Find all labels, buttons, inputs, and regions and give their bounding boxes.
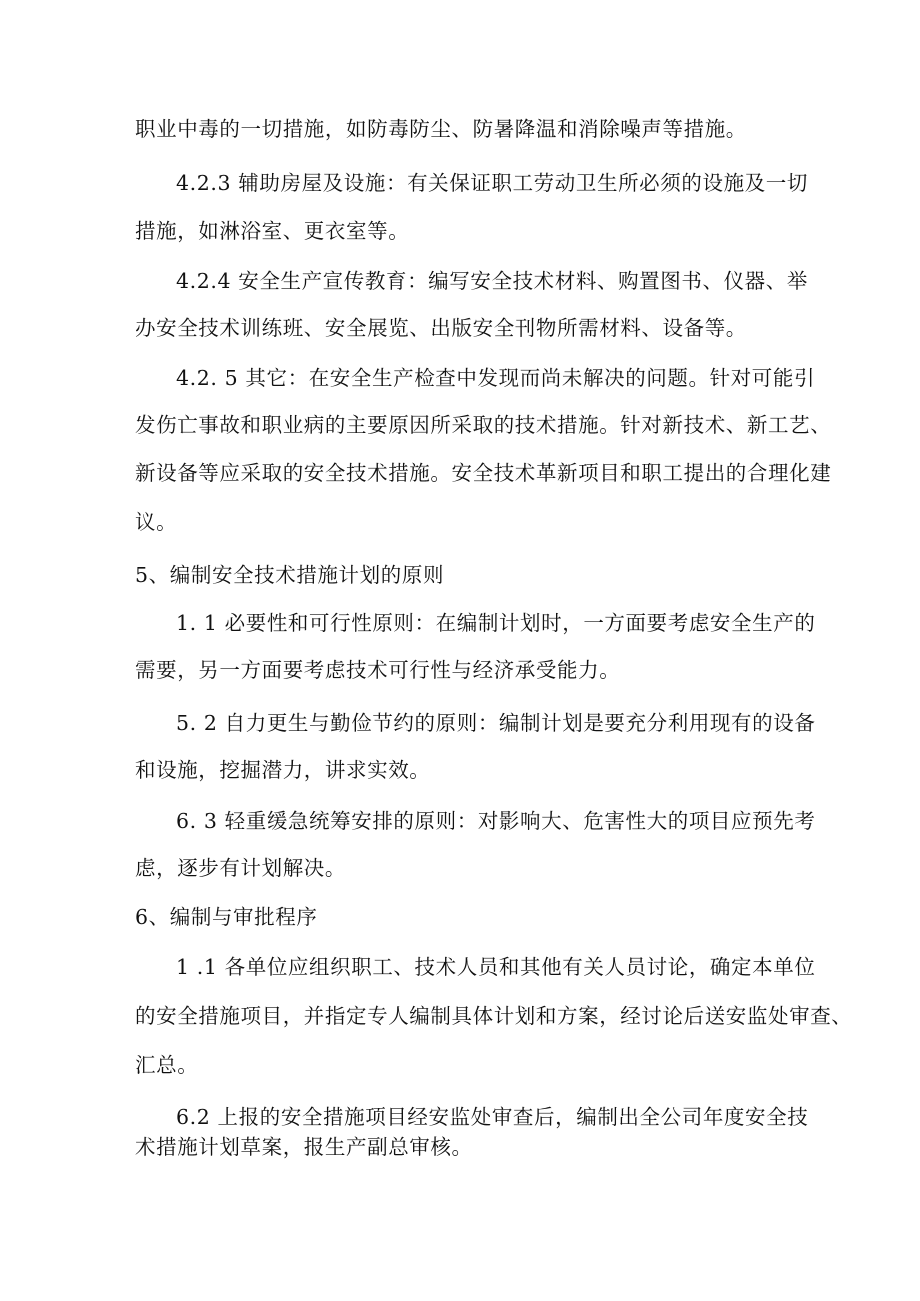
- section-heading-5: 5、编制安全技术措施计划的原则: [135, 563, 445, 587]
- paragraph-line-5: 办安全技术训练班、安全展览、出版安全刊物所需材料、设备等。: [135, 316, 747, 340]
- paragraph-line-18: 汇总。: [135, 1053, 199, 1077]
- paragraph-line-15: 虑，逐步有计划解决。: [135, 856, 346, 880]
- paragraph-line-1: 职业中毒的一切措施，如防毒防尘、防暑降温和消除噪声等措施。: [135, 117, 747, 141]
- paragraph-line-8: 新设备等应采取的安全技术措施。安全技术革新项目和职工提出的合理化建: [135, 461, 832, 485]
- paragraph-line-20: 术措施计划草案，报生产副总审核。: [135, 1135, 473, 1159]
- paragraph-line-7: 发伤亡事故和职业病的主要原因所采取的技术措施。针对新技术、新工艺、: [135, 413, 832, 437]
- paragraph-line-4: 4.2.4 安全生产宣传教育：编写安全技术材料、购置图书、仪器、举: [176, 269, 808, 293]
- paragraph-line-16: 1 .1 各单位应组织职工、技术人员和其他有关人员讨论，确定本单位: [176, 955, 816, 979]
- paragraph-line-9: 议。: [135, 510, 178, 534]
- paragraph-line-2: 4.2.3 辅助房屋及设施：有关保证职工劳动卫生所必须的设施及一切: [176, 171, 808, 195]
- paragraph-line-14: 6. 3 轻重缓急统筹安排的原则：对影响大、危害性大的项目应预先考: [176, 809, 816, 833]
- paragraph-line-6: 4.2. 5 其它：在安全生产检查中发现而尚未解决的问题。针对可能引: [176, 366, 816, 390]
- paragraph-line-11: 需要，另一方面要考虑技术可行性与经济承受能力。: [135, 658, 621, 682]
- paragraph-line-13: 和设施，挖掘潜力，讲求实效。: [135, 758, 431, 782]
- paragraph-line-3: 措施，如淋浴室、更衣室等。: [135, 219, 410, 243]
- paragraph-line-19: 6.2 上报的安全措施项目经安监处审查后，编制出全公司年度安全技: [176, 1105, 809, 1129]
- paragraph-line-12: 5. 2 自力更生与勤俭节约的原则：编制计划是要充分利用现有的设备: [176, 711, 816, 735]
- section-heading-6: 6、编制与审批程序: [135, 905, 318, 929]
- paragraph-line-17: 的安全措施项目，并指定专人编制具体计划和方案，经讨论后送安监处审查、: [135, 1004, 853, 1028]
- paragraph-line-10: 1. 1 必要性和可行性原则：在编制计划时，一方面要考虑安全生产的: [176, 611, 816, 635]
